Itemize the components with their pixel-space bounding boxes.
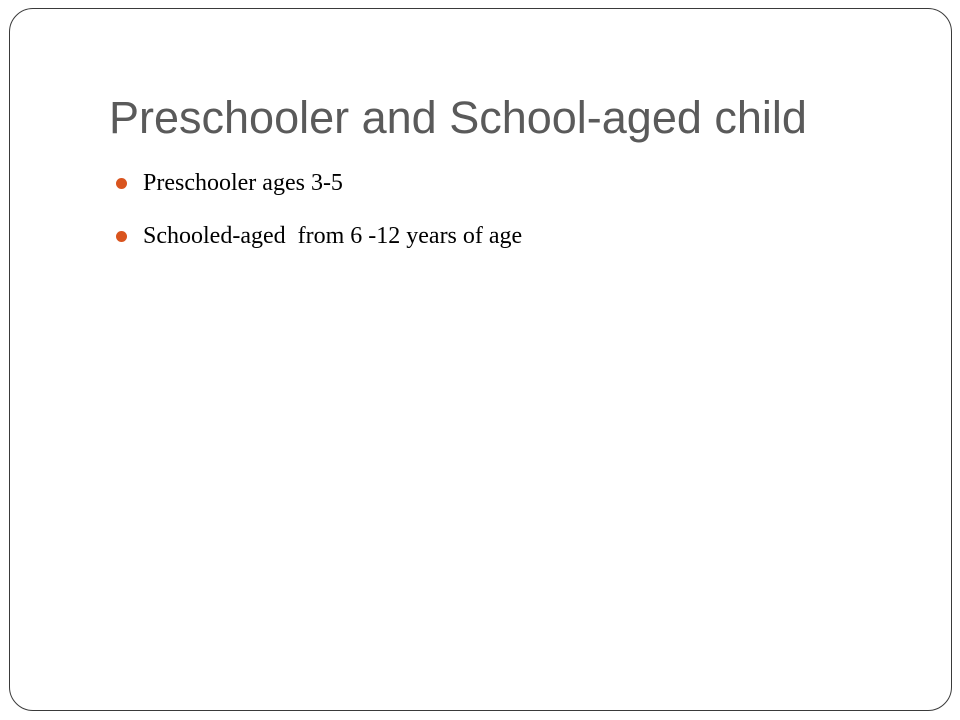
bullet-text: Preschooler ages 3-5: [143, 170, 343, 196]
bullet-dot-icon: [116, 178, 127, 189]
bullet-text: Schooled-aged from 6 -12 years of age: [143, 223, 523, 249]
slide-title: Preschooler and School-aged child: [109, 92, 807, 143]
bullet-dot-icon: [116, 231, 127, 242]
slide-frame: [9, 8, 952, 711]
